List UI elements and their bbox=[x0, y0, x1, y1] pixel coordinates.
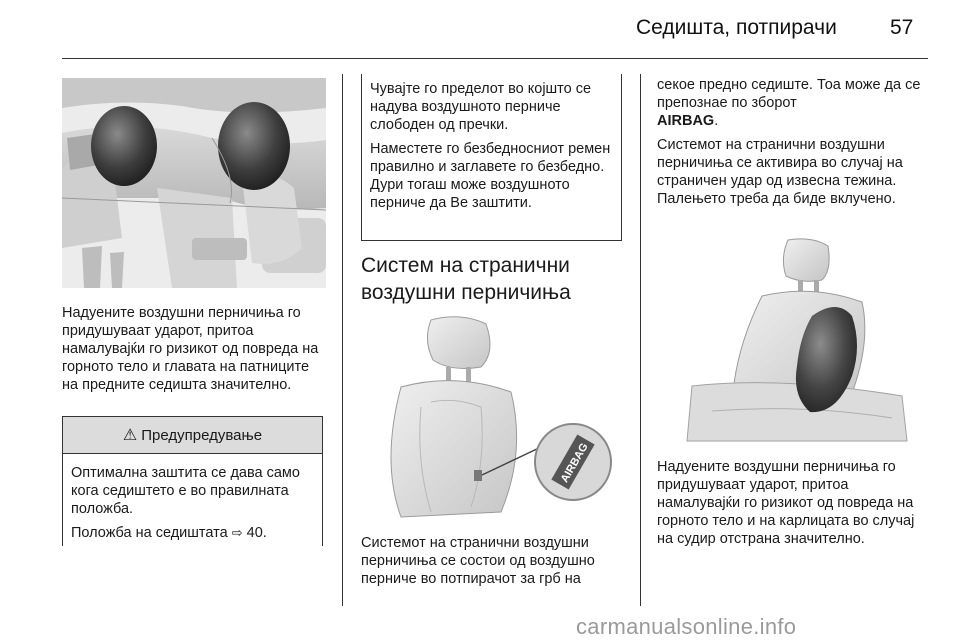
warning-text: Оптимална заштита се дава само кога седиштето е во правилната положба. bbox=[71, 465, 300, 517]
fasten-belt-text: Наместете го безбедносниот ремен правилно и заглавете го безбедно. Дури тогаш може воздушното перниче да Ве заштити. bbox=[370, 141, 611, 211]
airbag-word: AIRBAG bbox=[657, 113, 715, 129]
header-rule bbox=[62, 58, 928, 59]
side-airbag-activation-text: Системот на странични воздушни перничиња се активира во случај на страничен удар од извесна тежина. Палењето треба да биде вклучено. bbox=[657, 137, 903, 207]
recognition-prefix: секое предно седиште. Тоа може да се препознае по зборот bbox=[657, 77, 921, 111]
recognition-suffix: . bbox=[714, 113, 719, 129]
warning-box-title: Предупредување bbox=[141, 426, 263, 444]
section-heading-side-airbags bbox=[361, 252, 631, 306]
right-caption: Надуените воздушни перничиња го придушуваат ударот, притоа намалувајќи го ризикот од повреда на горното тело и на карлицата во случај на судир отстрана значително. bbox=[657, 459, 915, 547]
column-divider-right bbox=[640, 74, 641, 606]
side-airbag-description: Системот на странични воздушни перничиња се состои од воздушно перниче во потпирачот за грб на bbox=[361, 535, 595, 587]
left-caption: Надуените воздушни перничиња го придушуваат ударот, притоа намалувајќи го ризикот од повреда на горното тело и главата на патниците на предните седишта значително. bbox=[62, 305, 319, 393]
reference-prefix: Положба на седиштата bbox=[71, 525, 228, 541]
watermark: carmanualsonline.info bbox=[576, 614, 797, 639]
warning-triangle-icon: ⚠ bbox=[122, 427, 138, 444]
keep-area-clear-text: Чувајте го пределот во којшто се надува воздушното перниче слободен од пречки. bbox=[370, 81, 592, 133]
page-header-title: Седишта, потпирачи bbox=[636, 16, 837, 39]
warning-box-header bbox=[63, 416, 322, 454]
seat-side-airbag-deployed-illustration bbox=[662, 236, 922, 446]
continued-warning-body bbox=[362, 74, 621, 212]
seat-side-airbag-label-illustration bbox=[361, 312, 623, 524]
airbag-dashboard-illustration bbox=[62, 78, 326, 288]
warning-box-body bbox=[63, 454, 322, 542]
page-number: 57 bbox=[890, 16, 914, 39]
airbag-label: AIRBAG bbox=[558, 441, 591, 485]
section-heading-line1: Систем на странични bbox=[361, 254, 570, 277]
column-divider-left bbox=[342, 74, 343, 606]
seat-position-reference bbox=[71, 524, 314, 542]
reference-arrow-icon: ⇨ bbox=[231, 525, 243, 540]
airbag-recognition-text bbox=[657, 76, 925, 130]
reference-page-link[interactable]: 40. bbox=[246, 525, 267, 541]
section-heading-line2: воздушни перничиња bbox=[361, 281, 571, 304]
warning-box bbox=[62, 416, 323, 546]
continued-warning-box bbox=[361, 74, 622, 241]
